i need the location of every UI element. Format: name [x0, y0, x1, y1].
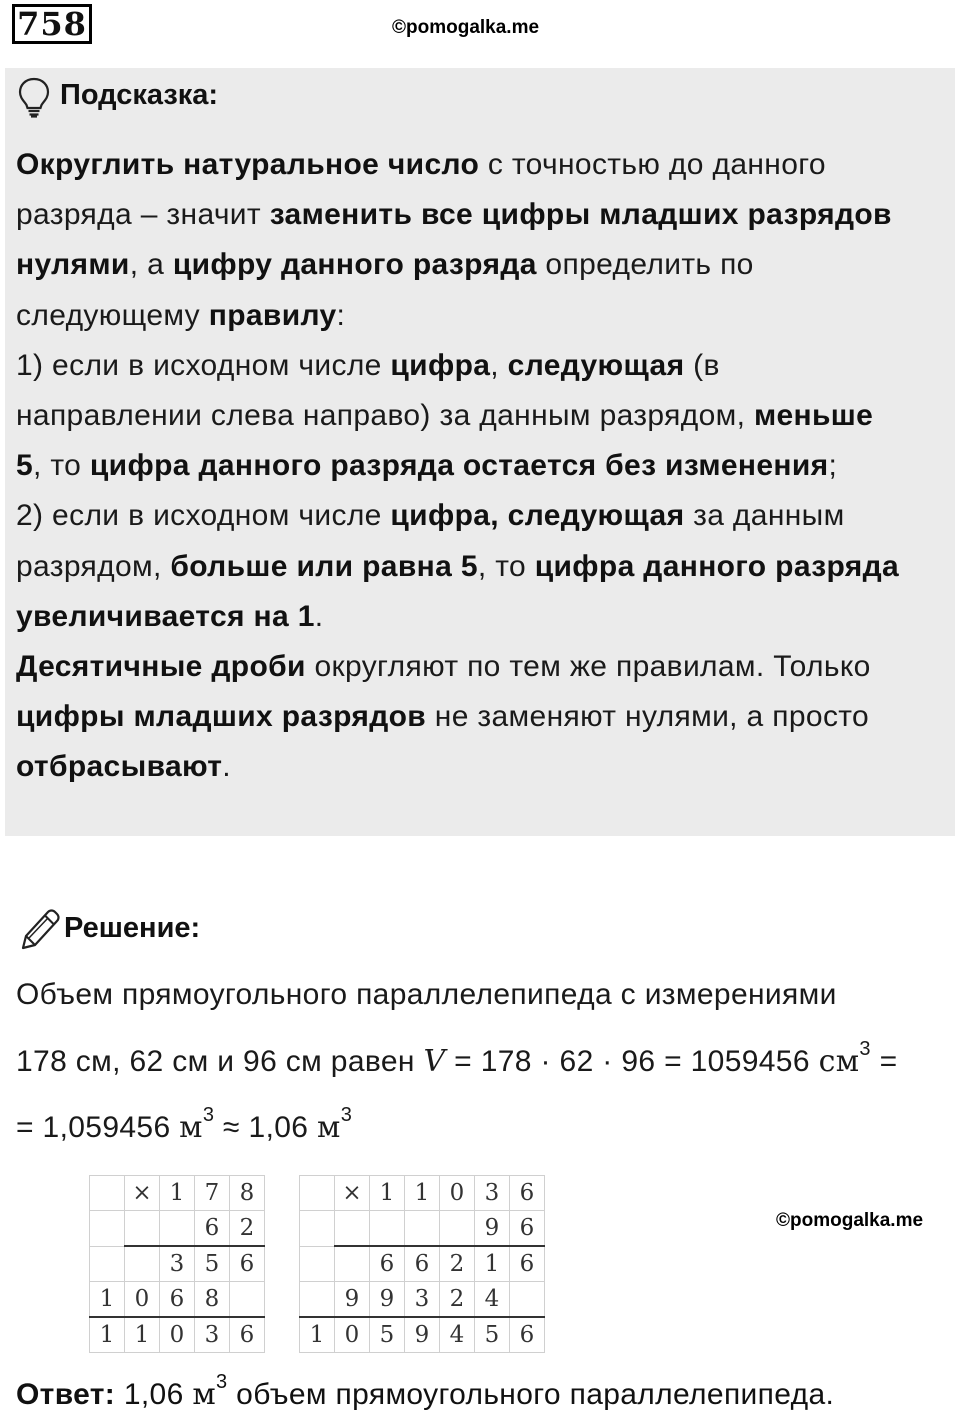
calc-cell	[90, 1211, 125, 1247]
hint-line: Десятичные дроби округляют по тем же правилам. Только	[16, 650, 871, 684]
calc-cell	[300, 1176, 335, 1211]
hint-line: Округлить натуральное число с точностью до данного	[16, 148, 826, 181]
calc-cell: 4	[440, 1317, 475, 1353]
calc-cell: 2	[440, 1282, 475, 1318]
calc-cell	[125, 1246, 160, 1282]
hint-line: цифры младших разрядов не заменяют нулями, а просто	[16, 700, 870, 734]
hint-line: разряда – значит заменить все цифры младших разрядов	[16, 198, 892, 232]
calc-cell: 0	[125, 1282, 160, 1318]
calc-row	[90, 1282, 265, 1318]
hint-line: нулями, а цифру данного разряда определить по	[16, 248, 754, 282]
calc-cell: 6	[510, 1246, 545, 1282]
calc-cell	[300, 1211, 335, 1247]
volume-variable: V	[423, 1044, 446, 1079]
hint-line: увеличивается на 1.	[16, 599, 324, 633]
calc-cell: 6	[160, 1282, 195, 1318]
calc-cell: 1	[160, 1176, 195, 1211]
calc-cell	[300, 1282, 335, 1318]
calc-row	[90, 1211, 265, 1247]
hint-line: 5, то цифра данного разряда остается без изменения;	[16, 449, 838, 483]
solution-title: Решение:	[64, 912, 201, 944]
calc-cell: 6	[230, 1317, 265, 1353]
calc-cell: ×	[125, 1176, 160, 1211]
hint-line: следующему правилу:	[16, 298, 346, 332]
calc-cell: 0	[335, 1317, 370, 1353]
solution-line-3: = 1,059456 $м^3 \approx 1,06$ $м^3$	[16, 1104, 353, 1145]
answer-line: Ответ: 1,06 $м^3$ объем прямоугольного параллелепипеда.	[16, 1371, 835, 1412]
calc-cell: 4	[475, 1282, 510, 1318]
calc-cell: 7	[195, 1176, 230, 1211]
calc-cell: 6	[510, 1317, 545, 1353]
calc-cell: 9	[370, 1282, 405, 1318]
calc-cell: 3	[405, 1282, 440, 1318]
calc-cell	[335, 1246, 370, 1282]
solution-line-2: 178 см, 62 см и 96 см равен V = 178 · 62 · 96 = 1059456 $см^3$ =	[16, 1038, 898, 1079]
calc-cell: 8	[230, 1176, 265, 1211]
calc-row	[300, 1176, 545, 1211]
calc-cell: 0	[160, 1317, 195, 1353]
calc-cell: 6	[510, 1211, 545, 1247]
calc-cell: 6	[510, 1176, 545, 1211]
calc-cell	[230, 1282, 265, 1318]
calc-cell: 1	[405, 1176, 440, 1211]
hint-line: направлении слева направо) за данным разрядом, меньше	[16, 399, 874, 433]
calc-cell: 3	[475, 1176, 510, 1211]
calc-cell	[405, 1211, 440, 1247]
calc-cell	[90, 1246, 125, 1282]
calc-cell: 9	[335, 1282, 370, 1318]
calc-cell: 6	[370, 1246, 405, 1282]
calc-cell: 9	[475, 1211, 510, 1247]
calc-cell	[370, 1211, 405, 1247]
watermark-mid: ©pomogalka.me	[776, 1210, 924, 1231]
answer-label: Ответ:	[16, 1378, 116, 1411]
multiplication-grid-2	[299, 1175, 545, 1353]
calc-row	[300, 1246, 545, 1282]
calc-cell: 6	[230, 1246, 265, 1282]
hint-title: Подсказка:	[60, 79, 219, 111]
calc-row	[90, 1246, 265, 1282]
lightbulb-icon	[17, 76, 51, 118]
calc-cell: 2	[440, 1246, 475, 1282]
calc-cell: 1	[300, 1317, 335, 1353]
calc-row	[300, 1282, 545, 1318]
calc-cell	[440, 1211, 475, 1247]
calc-cell: 1	[90, 1282, 125, 1318]
calc-cell	[335, 1211, 370, 1247]
calc-cell	[90, 1176, 125, 1211]
solution-line-1: Объем прямоугольного параллелепипеда с измерениями	[16, 978, 837, 1011]
calc-row	[90, 1317, 265, 1353]
calc-cell: 1	[475, 1246, 510, 1282]
task-number: 758	[12, 4, 92, 44]
pencil-icon	[18, 906, 62, 950]
calc-cell	[510, 1282, 545, 1318]
calc-cell	[160, 1211, 195, 1247]
calc-row	[300, 1211, 545, 1247]
calc-cell: 5	[475, 1317, 510, 1353]
hint-line: отбрасывают.	[16, 750, 231, 784]
calc-cell: 5	[195, 1246, 230, 1282]
multiplication-grid-1	[89, 1175, 265, 1353]
calc-cell: 6	[195, 1211, 230, 1247]
calc-cell: 3	[160, 1246, 195, 1282]
calc-cell: 2	[230, 1211, 265, 1247]
calc-cell: 5	[370, 1317, 405, 1353]
calc-cell: 1	[370, 1176, 405, 1211]
hint-line: разрядом, больше или равна 5, то цифра данного разряда	[16, 549, 900, 583]
hint-line: 1) если в исходном числе цифра, следующая (в	[16, 348, 720, 382]
calc-cell: 0	[440, 1176, 475, 1211]
hint-line: 2) если в исходном числе цифра, следующая за данным	[16, 499, 845, 533]
calc-cell: 3	[195, 1317, 230, 1353]
calc-cell: 1	[125, 1317, 160, 1353]
calc-cell: 8	[195, 1282, 230, 1318]
calc-cell: 6	[405, 1246, 440, 1282]
calc-cell: 1	[90, 1317, 125, 1353]
calc-cell: ×	[335, 1176, 370, 1211]
watermark-top: ©pomogalka.me	[392, 17, 540, 38]
calc-row	[300, 1317, 545, 1353]
calc-cell	[125, 1211, 160, 1247]
calc-cell: 9	[405, 1317, 440, 1353]
calc-cell	[300, 1246, 335, 1282]
calc-row	[90, 1176, 265, 1211]
hint-text	[16, 140, 941, 793]
